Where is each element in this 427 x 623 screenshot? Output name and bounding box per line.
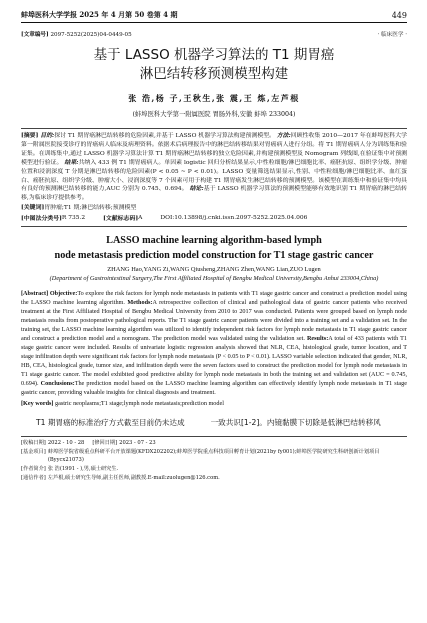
body-right-column: 一致共识[1-2]。内镜黏膜下切除是低淋巴结转移风 <box>210 417 381 427</box>
footnote-rule <box>21 436 407 437</box>
keywords-label: [关键词] <box>21 204 45 212</box>
authors-english: ZHANG Hao,YANG Zi,WANG Qiusheng,ZHANG Zhen,WANG Lian,ZUO Lugen <box>107 265 321 273</box>
article-number: [文章编号] 2097-5252(2025)04-0449-05 <box>21 32 132 38</box>
methods-en-text: A retrospective collection of clinical and pathological data of gastric cancer patients who received treatment at the First Affiliated Hospital of Bengbu Medical University from 2010 to 2017 was conducted. Patients were grouped based on lymph node metastasis results from postoperative pathological reports. The T1 stage gastric cancer patients were divided into a training set and a validation set. In the training set, the LASSO machine learning algorithm was utilized to identify independent risk factors for lymph node metastasis in T1 stage gastric cancer and construct a prediction model and a nomogram. The prediction model was validated using the validation set. <box>21 298 407 342</box>
conclusions-en-label: Conclusions: <box>40 379 75 387</box>
author-note: [作者简介] 张 浩(1991 - ),男,硕士研究生. <box>21 465 119 472</box>
section-rule <box>21 226 407 227</box>
received-date: 2022 - 10 - 28 <box>47 439 85 446</box>
keywords-en-text: gastric neoplasms;T1 stage;lymph node metastasis;prediction model <box>55 399 224 407</box>
objective-label: 目的: <box>40 132 55 139</box>
objective-text: 探讨 T1 期胃癌淋巴结转移的危险因素,并基于 LASSO 机器学习算法构建预测模型。 <box>54 133 275 139</box>
doi-link[interactable]: DOI:10.13898/j.cnki.issn.2097-5252.2025.04.006 <box>160 214 308 221</box>
keywords-english <box>21 399 407 408</box>
methods-text: 回顾性收集 2010—2017 年在蚌埠医科大学第一附属医院接受诊疗的胃癌病人临床及病理资料。依据术后病理报告中的淋巴结转移结果对胃癌病人进行分组。将 T1 期胃癌病人分为训练集和验证集。在训练集中,通过 LASSO 机器学习算法计算 T1 期胃癌淋巴结转移的独立危险因素,并构建预测模型及 Nomogram 列线图,在验证集中对预测模型进行验证。 <box>21 133 407 166</box>
authors-chinese: 张 浩,杨 子,王秋生,张 震,王 炼,左芦根 <box>128 93 300 103</box>
title-en-line: node metastasis prediction model construction for T1 stage gastric cancer <box>54 249 374 261</box>
results-text: 共纳入 433 例 T1 期胃癌病人。单因素 logistic 回归分析结果显示,中性粒细胞/淋巴细胞比率、癌胚抗原、组织学分级、肿瘤位置和浸润深度 T 分期是淋巴结转移的危险因素(P < 0.05 ~ P < 0.01)。LASSO 变量筛选结果显示,性别、中性粒细胞/淋巴细胞比率、血红蛋白、癌胚抗原、组织学分级、肿瘤大小、浸润深度等 7 个因素可用于构建 T1 期胃癌发生淋巴结转移的预测模型。该模型在训练集中和验证集中均具有良好的预测淋巴结转移的能力,AUC 分别为 0.745、0.694。 <box>21 159 408 193</box>
doc-code-label: [文献标志码] <box>103 214 139 222</box>
fund-note: [基金项目] 蚌埠医学院省级重点科研平台开放课题(KFDX202202);蚌埠医学院重点科技项目孵育计划(2021by fy001);蚌埠医学院研究生科研创新计划项目(Byycx21073) <box>21 448 407 465</box>
conclusion-label: 结论: <box>189 185 204 193</box>
body-left-column: T1 期胃癌的标准治疗方式截至目前仍未达成 <box>36 417 185 427</box>
objective-en-label: Objective: <box>49 289 78 297</box>
page-number: 449 <box>391 11 407 20</box>
results-en-label: Results: <box>306 334 329 342</box>
conclusion-text: 基于 LASSO 机器学习算法的预测模型能够有效地识别 T1 期胃癌的淋巴结转移,为临床诊疗提供参考。 <box>21 186 407 202</box>
title-en-line: LASSO machine learning algorithm-based lymph <box>106 234 322 246</box>
author-text: 张 浩(1991 - ),男,硕士研究生. <box>47 465 119 472</box>
article-meta <box>21 29 407 39</box>
title-cn-line: 基于 LASSO 机器学习算法的 T1 期胃癌 <box>93 47 335 63</box>
revised-date: 2023 - 07 - 23 <box>119 439 156 446</box>
clc-value: R 735.2 <box>61 214 86 221</box>
title-english <box>21 233 407 263</box>
classification-row <box>21 214 407 223</box>
objective-en-text: To explore the risk factors for lymph node metastasis in patients with T1 stage gastric cancer and construct a prediction model using the LASSO machine learning algorithm. <box>21 289 407 306</box>
running-head <box>21 0 407 20</box>
abstract-en-label: [Abstract] <box>21 289 49 297</box>
affiliation-english: (Department of Gastrointestinal Surgery,The First Affiliated Hospital of Bengbu Medical University,Bengbu Anhui 233004,China) <box>49 274 379 282</box>
clc-label: [中图法分类号] <box>21 214 62 222</box>
conclusions-en-text: The prediction model based on the LASSO machine learning algorithm can effectively identify lymph node metastasis in T1 stage gastric cancer, providing valuable insights for clinical diagnosis and treatment. <box>21 379 408 396</box>
abstract-english <box>21 289 407 397</box>
results-en-text: A total of 433 patients with T1 stage gastric cancer were included. Results of univariate logistic regression analysis showed that NLR, CEA, histological grade, tumor location, and T stage infiltration depth were significant risk factors for lymph node metastasis (P < 0.05 to P < 0.01). LASSO variable selection indicated that gender, NLR, HB, CEA, histological grade, tumor size, and infiltration depth were the seven factors used to construct the prediction model for lymph node metastasis in T1 stage gastric cancer. The model exhibited good predictive ability for lymph node metastasis in both the training set and validation set (AUC = 0.745, 0.694). <box>21 334 407 387</box>
title-cn-line: 淋巴结转移预测模型构建 <box>139 66 289 82</box>
corresponding-author: [通信作者] 左芦根,硕士研究生导师,副主任医师,副教授.E-mail:zuolugen@126.com. <box>21 474 220 481</box>
methods-en-label: Methods: <box>127 298 153 306</box>
fund-text: 蚌埠医学院省级重点科研平台开放课题(KFDX202202);蚌埠医学院重点科技项目孵育计划(2021by fy001);蚌埠医学院研究生科研创新计划项目(Byycx21073) <box>47 448 380 464</box>
keywords-chinese <box>21 203 407 213</box>
keywords-en-label: [Key words] <box>21 399 54 407</box>
received-dates: [收稿日期] 2022 - 10 - 28 [修回日期] 2023 - 07 - 23 <box>21 439 156 446</box>
header-rule <box>21 22 407 23</box>
column-label: · 临床医学 · <box>377 32 407 38</box>
footnotes <box>21 439 407 483</box>
abstract-label: [摘要] <box>21 132 39 139</box>
title-chinese <box>21 46 407 84</box>
affiliation-chinese: (蚌埠医科大学第一附属医院 胃肠外科,安徽 蚌埠 233004) <box>132 111 296 118</box>
methods-label: 方法: <box>276 132 291 139</box>
results-label: 结果: <box>64 158 79 166</box>
abstract-chinese <box>21 128 407 203</box>
body-paragraph <box>21 417 407 428</box>
doc-code-value: A <box>138 214 143 221</box>
journal-name: 蚌埠医科大学学报 2025 年 4 月第 50 卷第 4 期 <box>21 10 178 19</box>
keywords-text: 胃肿瘤;T1 期;淋巴结转移;预测模型 <box>44 205 137 212</box>
corresponding-text[interactable]: 左芦根,硕士研究生导师,副主任医师,副教授.E-mail:zuolugen@126.com. <box>47 474 220 481</box>
